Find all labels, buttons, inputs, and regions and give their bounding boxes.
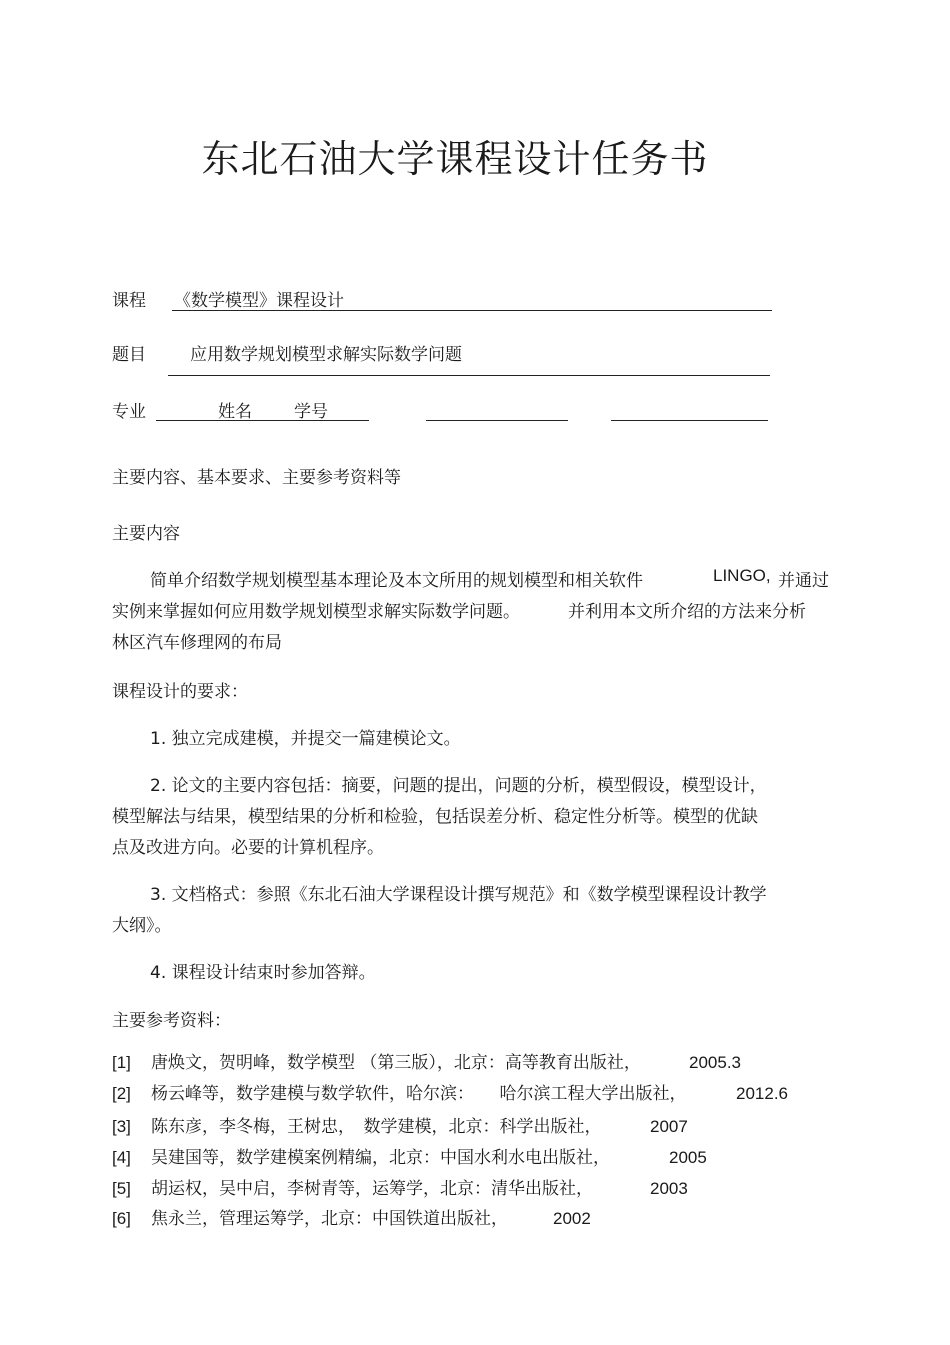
- topic-underline: [168, 375, 770, 376]
- reference-text: 胡运权，吴中启，李树青等，运筹学，北京：清华出版社，: [151, 1179, 593, 1199]
- reference-year: 2007: [650, 1117, 688, 1136]
- software-name: LINGO,: [713, 566, 771, 585]
- reference-year: 2002: [553, 1209, 591, 1228]
- section-heading: 主要内容、基本要求、主要参考资料等: [112, 468, 401, 488]
- reference-year: 2005: [669, 1148, 707, 1167]
- major-underline: [156, 420, 369, 421]
- main-content-line2-end: 并利用本文所介绍的方法来分析: [568, 602, 806, 622]
- reference-number: [1]: [112, 1053, 131, 1072]
- reference-number: [5]: [112, 1179, 131, 1198]
- reference-text: 陈东彦，李冬梅，王树忠， 数学建模，北京：科学出版社，: [151, 1117, 602, 1137]
- requirement-item-1: 1. 独立完成建模，并提交一篇建模论文。: [150, 729, 461, 749]
- requirement-item-2-line3: 点及改进方向。必要的计算机程序。: [112, 838, 384, 858]
- requirement-item-3-line1: 3. 文档格式：参照《东北石油大学课程设计撰写规范》和《数学模型课程设计教学: [150, 885, 767, 905]
- requirement-item-3-line2: 大纲》。: [112, 916, 172, 936]
- requirements-heading: 课程设计的要求：: [112, 682, 248, 702]
- references-heading: 主要参考资料：: [112, 1011, 231, 1031]
- main-content-line1-end: 并通过: [778, 571, 829, 591]
- requirement-item-2-line2: 模型解法与结果，模型结果的分析和检验，包括误差分析、稳定性分析等。模型的优缺: [112, 807, 758, 827]
- reference-year: 2003: [650, 1179, 688, 1198]
- main-content-line3: 林区汽车修理网的布局: [112, 633, 282, 653]
- reference-year: 2012.6: [736, 1084, 788, 1103]
- requirement-item-4: 4. 课程设计结束时参加答辩。: [150, 963, 376, 983]
- topic-value: 应用数学规划模型求解实际数学问题: [190, 345, 462, 365]
- major-label: 专业: [112, 402, 146, 422]
- student-id-label: 学号: [294, 402, 328, 422]
- reference-text: 吴建国等，数学建模案例精编，北京：中国水利水电出版社，: [151, 1148, 610, 1168]
- reference-number: [2]: [112, 1084, 131, 1103]
- main-content-heading: 主要内容: [112, 524, 180, 544]
- name-underline: [426, 420, 568, 421]
- main-content-line1: 简单介绍数学规划模型基本理论及本文所用的规划模型和相关软件: [150, 571, 643, 591]
- course-value: 《数学模型》课程设计: [174, 291, 344, 311]
- reference-number: [4]: [112, 1148, 131, 1167]
- name-label: 姓名: [218, 402, 252, 422]
- course-underline: [172, 310, 772, 311]
- reference-year: 2005.3: [689, 1053, 741, 1072]
- main-content-line2: 实例来掌握如何应用数学规划模型求解实际数学问题。: [112, 602, 520, 622]
- student-id-underline: [611, 420, 768, 421]
- requirement-item-2-line1: 2. 论文的主要内容包括：摘要，问题的提出，问题的分析，模型假设，模型设计，: [150, 776, 767, 796]
- document-title: 东北石油大学课程设计任务书: [201, 137, 709, 181]
- reference-text: 杨云峰等，数学建模与数学软件，哈尔滨： 哈尔滨工程大学出版社，: [151, 1084, 687, 1104]
- topic-label: 题目: [112, 345, 146, 365]
- reference-number: [3]: [112, 1117, 131, 1136]
- reference-text: 唐焕文，贺明峰，数学模型 （第三版），北京：高等教育出版社，: [151, 1053, 641, 1073]
- course-label: 课程: [112, 291, 146, 311]
- reference-text: 焦永兰，管理运筹学，北京：中国铁道出版社，: [151, 1209, 508, 1229]
- reference-number: [6]: [112, 1209, 131, 1228]
